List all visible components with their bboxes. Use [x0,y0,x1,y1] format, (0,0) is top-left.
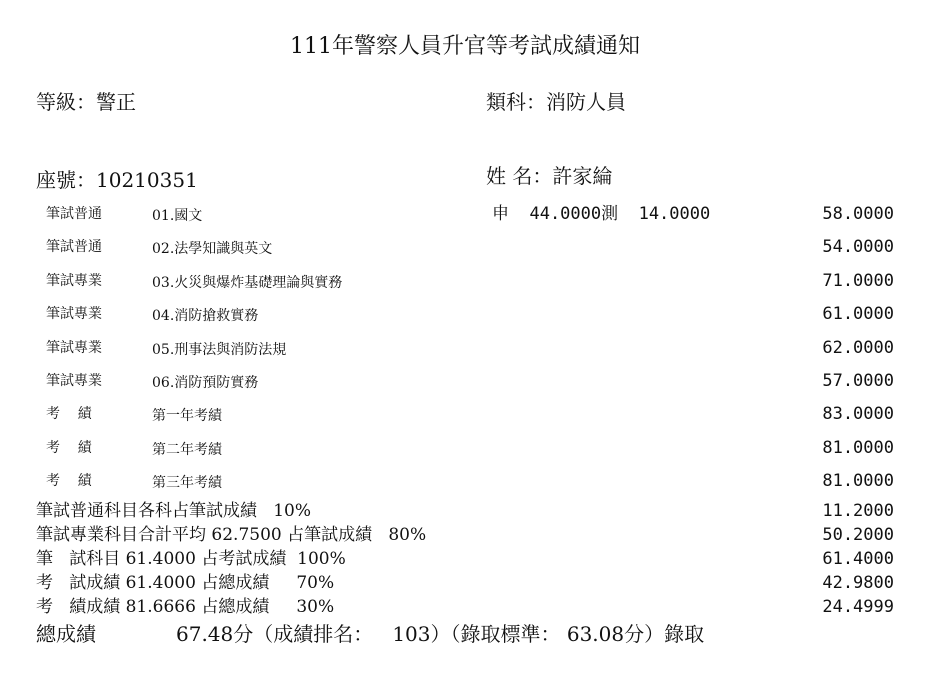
total-result: 67.48分（成績排名： 103）（錄取標準： 63.08分）錄取 [176,622,705,646]
summary-text: 筆試普通科目各科占筆試成績 10% [36,501,311,521]
row-score: 58.0000 [822,204,894,224]
seat-number: 座號：10210351 [36,168,198,192]
row-subject: 第三年考績 [152,475,222,491]
summary-score: 42.9800 [822,573,894,593]
row-score: 54.0000 [822,237,894,257]
page-title: 111年警察人員升官等考試成績通知 [290,34,640,59]
row-score: 81.0000 [822,471,894,491]
candidate-name: 姓 名：許家綸 [486,164,613,188]
summary-text: 考 績成績 81.6666 占總成績 30% [36,597,335,617]
summary-text: 筆 試科目 61.4000 占考試成績 100% [36,549,346,569]
total-label: 總成績 [36,622,96,646]
grade-label: 等級：警正 [36,90,136,114]
row-subject: 第二年考績 [152,442,222,458]
summary-score: 24.4999 [822,597,894,617]
row-subject: 06.消防預防實務 [152,375,259,391]
row-subject: 01.國文 [152,208,203,224]
row-extra-score: 申 44.0000測 14.0000 [492,204,711,224]
summary-text: 筆試專業科目合計平均 62.7500 占筆試成績 80% [36,525,427,545]
row-score: 61.0000 [822,304,894,324]
row-type: 考 績 [46,440,92,456]
summary-score: 61.4000 [822,549,894,569]
row-type: 筆試專業 [46,273,102,289]
row-subject: 03.火災與爆炸基礎理論與實務 [152,275,343,291]
summary-score: 11.2000 [822,501,894,521]
row-score: 81.0000 [822,438,894,458]
row-type: 考 績 [46,473,92,489]
row-score: 57.0000 [822,371,894,391]
row-type: 筆試專業 [46,373,102,389]
row-score: 71.0000 [822,271,894,291]
row-subject: 04.消防搶救實務 [152,308,259,324]
row-type: 筆試普通 [46,206,102,222]
row-subject: 05.刑事法與消防法規 [152,342,287,358]
summary-text: 考 試成績 61.4000 占總成績 70% [36,573,335,593]
summary-score: 50.2000 [822,525,894,545]
row-type: 筆試專業 [46,306,102,322]
row-score: 83.0000 [822,404,894,424]
row-subject: 02.法學知識與英文 [152,241,273,257]
row-score: 62.0000 [822,338,894,358]
row-subject: 第一年考績 [152,408,222,424]
row-type: 筆試專業 [46,340,102,356]
row-type: 考 績 [46,406,92,422]
row-type: 筆試普通 [46,239,102,255]
category-label: 類科：消防人員 [486,90,626,114]
